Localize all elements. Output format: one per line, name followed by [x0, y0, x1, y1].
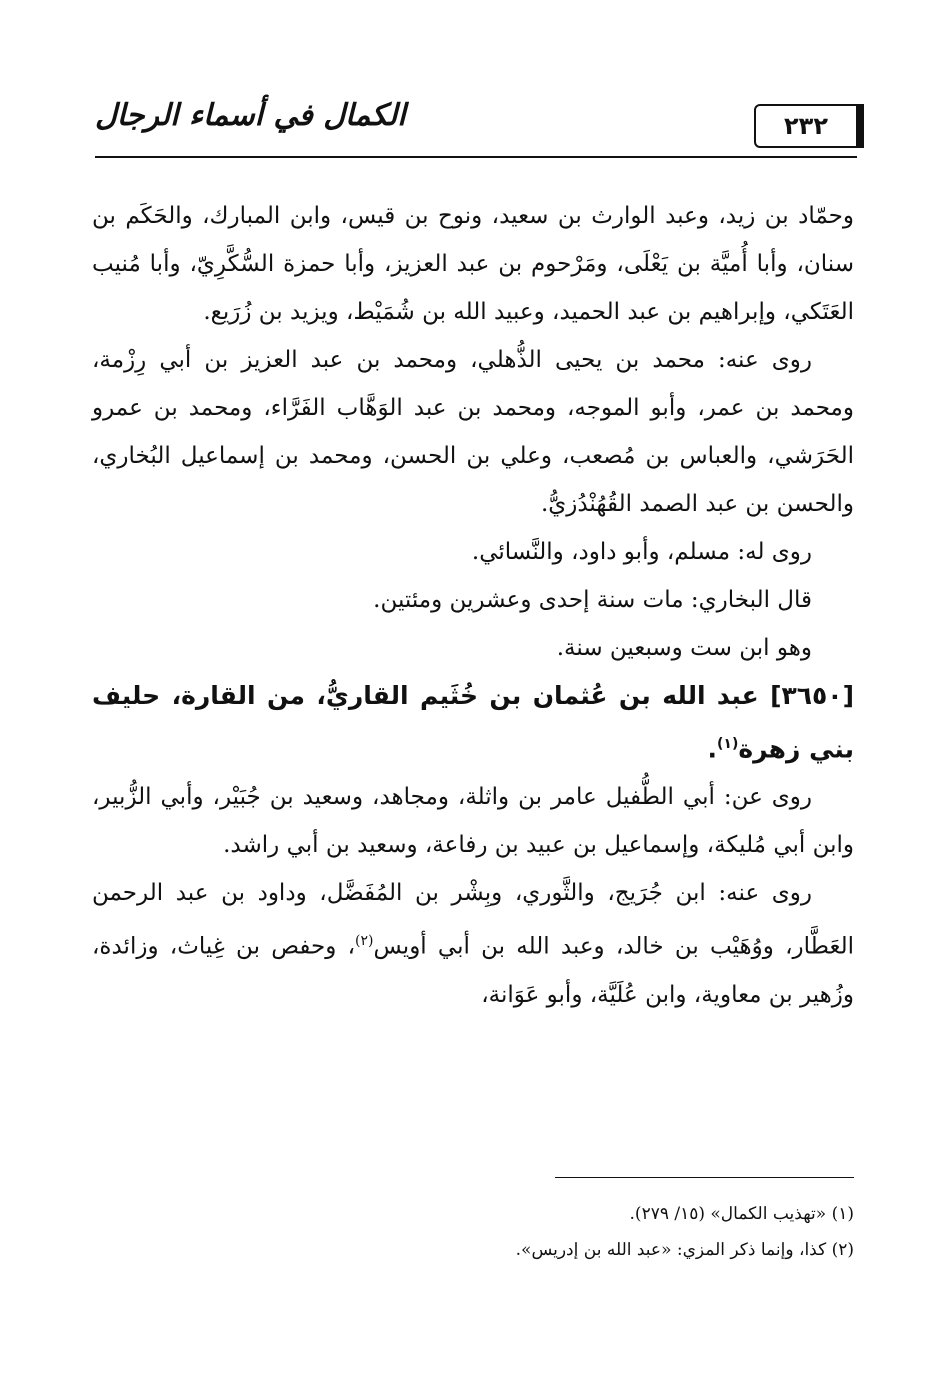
- narrators-part-a: روى عنه: ابن جُرَيج، والثَّوري، وبِشْر بن المُفَضَّل، وداود بن عبد الرحمن العَطَّار، ووُهَيْب بن خالد، وعبد الله بن أبي أويس: [92, 880, 854, 960]
- footnotes: [92, 1196, 854, 1268]
- transmitted-by: روى له: مسلم، وأبو داود، والنَّسائي.: [471, 539, 812, 565]
- narrates-from: روى عن: أبي الطُّفيل عامر بن واثلة، ومجاهد، وسعيد بن جُبَيْر، وأبي الزُّبير، وابن أبي مُليكة، وإسماعيل بن عبيد بن رفاعة، وسعيد بن أبي راشد.: [92, 784, 854, 859]
- bukhari-death-note: قال البخاري: مات سنة إحدى وعشرين ومئتين.: [373, 587, 812, 613]
- main-text: [92, 192, 854, 1019]
- page-header: [0, 92, 947, 162]
- footnote-ref-1[interactable]: (١): [717, 736, 739, 752]
- narrators-part-b: ، وحفص بن غِياث، وزائدة، وزُهير بن معاوية، وابن عُلَيَّة، وأبو عَوَانة،: [92, 933, 854, 1008]
- page-number: ٢٣٢: [754, 104, 858, 148]
- running-title: الكمال في أسماء الرجال: [95, 98, 406, 133]
- narrated-from-him: روى عنه: محمد بن يحيى الذُّهلي، ومحمد بن عبد العزيز بن أبي رِزْمة، ومحمد بن عمر، وأبو الموجه، ومحمد بن عبد الوَهَّاب الفَرَّاء، ومحمد بن عمرو الحَرَشي، والعباس بن مُصعب، وعلي بن الحسن، ومحمد بن إسماعيل البُخاري، والحسن بن عبد الصمد القُهُنْدُزيُّ.: [92, 347, 854, 517]
- entry-heading-end: .: [707, 734, 718, 764]
- age-note: وهو ابن ست وسبعين سنة.: [556, 635, 812, 661]
- narrators-from-continued: وحمّاد بن زيد، وعبد الوارث بن سعيد، ونوح بن قيس، وابن المبارك، والحَكَم بن سنان، وأبا أُميَّة بن يَعْلَى، ومَرْحوم بن عبد العزيز، وأبا حمزة السُّكَّرِيّ، وأبا مُنيب العَتَكي، وإبراهيم بن عبد الحميد، وعبيد الله بن شُمَيْط، ويزيد بن زُرَيع.: [92, 203, 854, 325]
- entry-heading-text: [٣٦٥٠] عبد الله بن عُثمان بن خُثَيم القاريُّ، من القارة، حليف بني زهرة: [92, 681, 854, 764]
- entry-heading: [92, 672, 854, 773]
- footnote-2: (٢) كذا، وإنما ذكر المزي: «عبد الله بن إدريس».: [515, 1240, 854, 1260]
- footnote-1: (١) «تهذيب الكمال» (١٥/ ٢٧٩).: [629, 1204, 854, 1224]
- narrated-from-him-2: [92, 869, 854, 1019]
- footnote-ref-2[interactable]: (٢): [355, 933, 374, 950]
- header-rule: [95, 156, 857, 158]
- footnote-separator: [555, 1177, 854, 1178]
